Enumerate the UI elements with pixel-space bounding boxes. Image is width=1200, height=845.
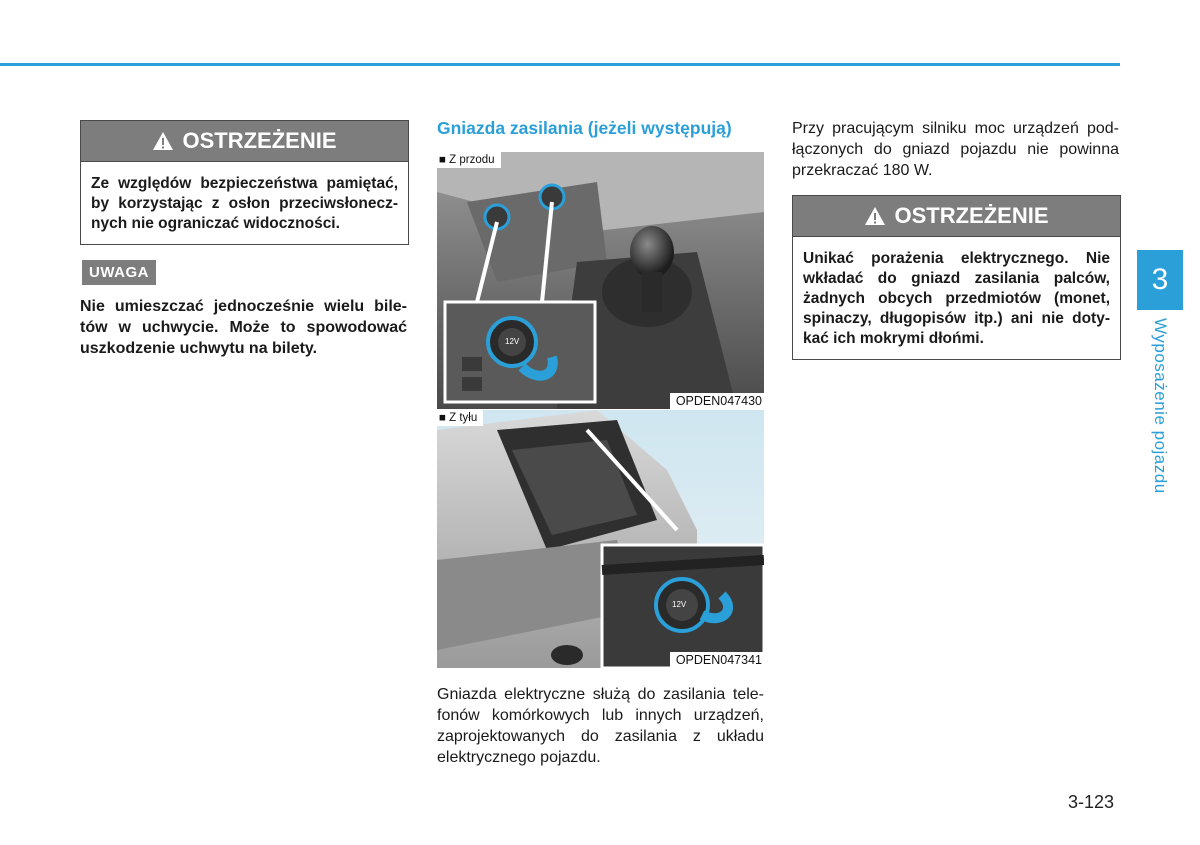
figure-label: ■ Z przodu	[437, 152, 501, 168]
header-rule	[0, 63, 1120, 66]
figure-rear-power-outlet	[437, 410, 764, 668]
socket-label: 12V	[505, 337, 520, 346]
section-title: Gniazda zasilania (jeżeli występują)	[437, 118, 732, 138]
chapter-number-tab: 3	[1137, 250, 1183, 310]
note-text: Nie umieszczać jednocześnie wielu bile-tów w uchwycie. Może to spowodować uszkodzenie uchwytu na bilety.	[80, 298, 407, 357]
rear-trunk-illustration	[437, 410, 764, 668]
socket-label: 12V	[672, 600, 687, 609]
front-console-illustration	[437, 152, 764, 409]
figure-code: OPDEN047341	[670, 652, 764, 668]
page-number: 3-123	[1068, 792, 1115, 812]
warning-triangle-icon	[152, 131, 174, 151]
power-limit-text: Przy pracującym silniku moc urządzeń pod-łączonych do gniazd pojazdu nie powinna przekraczać 180 W.	[792, 120, 1119, 179]
figure-front-power-outlet	[437, 152, 764, 409]
warning-triangle-icon	[864, 206, 886, 226]
warning-text: Unikać porażenia elektrycznego. Nie wkładać do gniazd zasilania palców, żadnych obcych przedmiotów (monet, spinaczy, długopisów itp.) ani nie doty-kać ich mokrymi dłońmi.	[793, 236, 1120, 359]
note-badge: UWAGA	[82, 260, 156, 285]
warning-title: OSTRZEŻENIE	[894, 203, 1049, 228]
chapter-title: Wyposażenie pojazdu	[1151, 318, 1170, 494]
warning-header	[81, 121, 408, 161]
warning-text: Ze względów bezpieczeństwa pamiętać, by korzystając z osłon przeciwsłonecz-nych nie ograniczać widoczności.	[81, 161, 408, 244]
warning-header	[793, 196, 1120, 236]
figure-code: OPDEN047430	[670, 393, 764, 409]
warning-box-visibility	[80, 120, 409, 245]
description-text: Gniazda elektryczne służą do zasilania tele-fonów komórkowych lub innych urządzeń, zaprojektowanych do zasilania z układu elektrycznego pojazdu.	[437, 686, 764, 766]
warning-title: OSTRZEŻENIE	[182, 128, 337, 153]
warning-box-electric-shock	[792, 195, 1121, 360]
figure-label: ■ Z tyłu	[437, 410, 483, 426]
